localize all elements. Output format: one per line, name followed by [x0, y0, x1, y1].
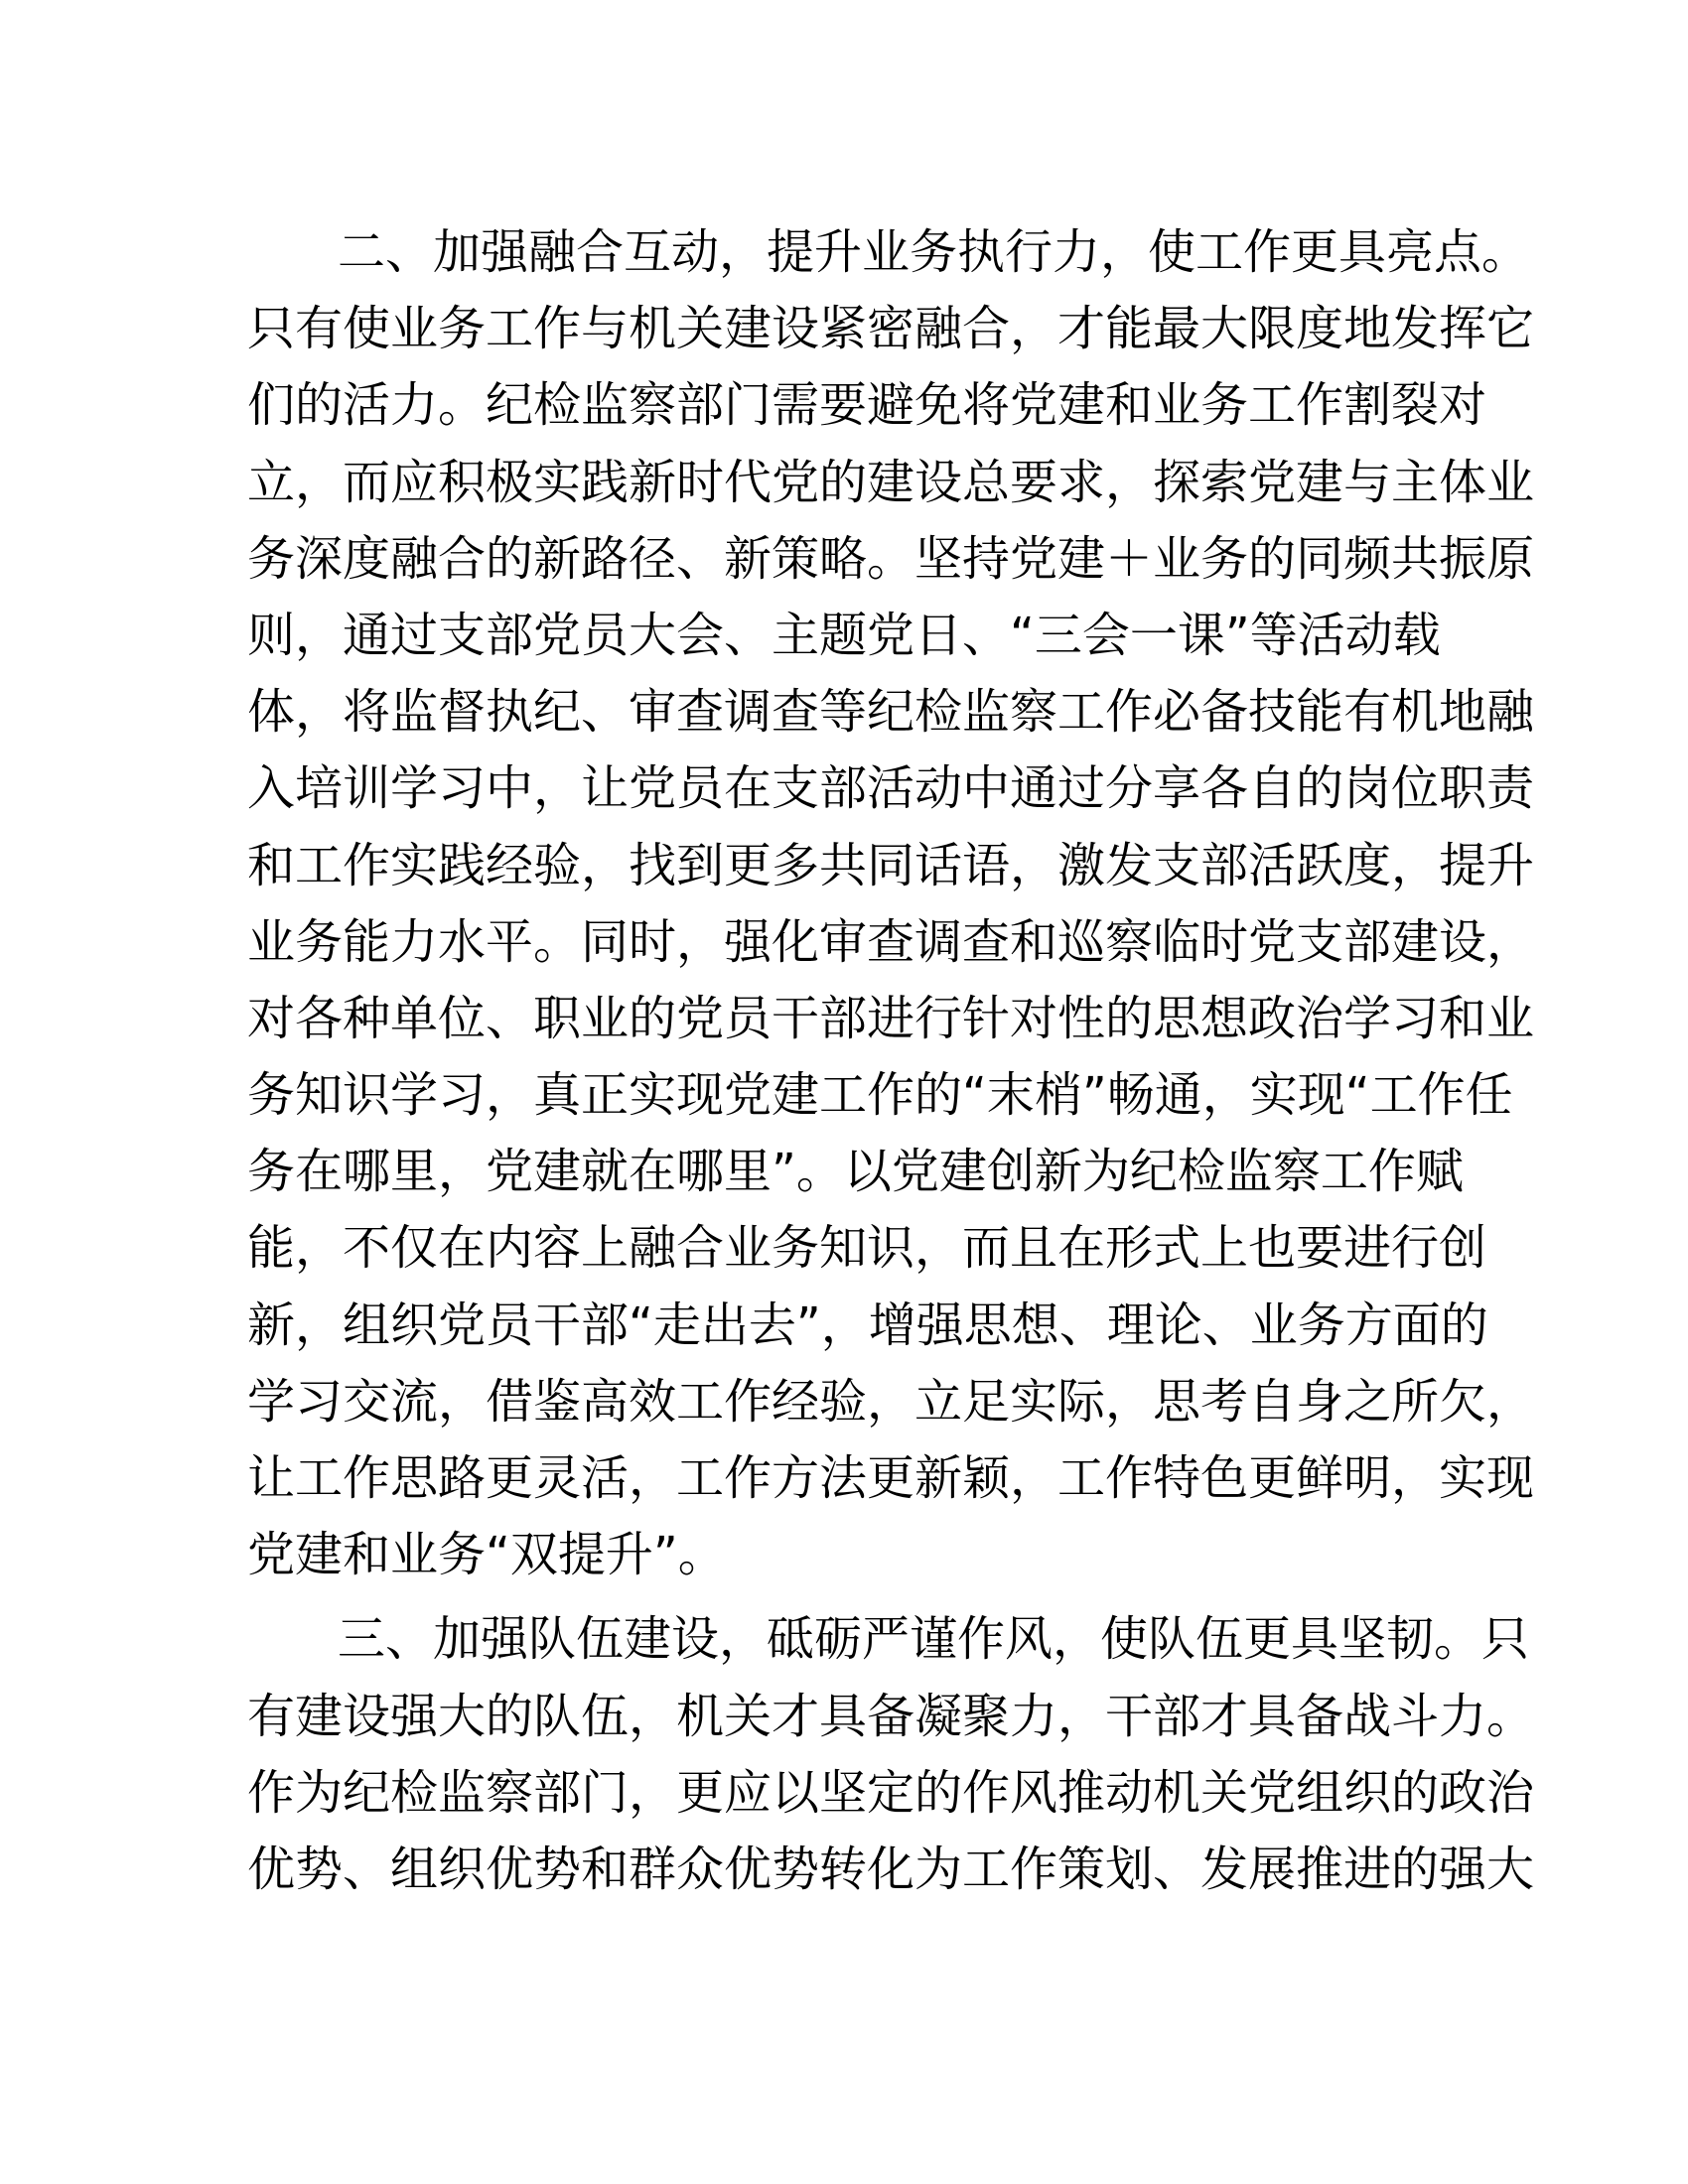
text-line: 优势、组织优势和群众优势转化为工作策划、发展推进的强大 — [247, 1841, 1535, 1897]
text-line: 二、加强融合互动，提升业务执行力，使工作更具亮点。 — [338, 224, 1530, 280]
text-line: 学习交流，借鉴高效工作经验，立足实际，思考自身之所欠， — [247, 1373, 1535, 1430]
text-line: 三、加强队伍建设，砥砺严谨作风，使队伍更具坚韧。只 — [338, 1611, 1530, 1668]
text-line: 作为纪检监察部门，更应以坚定的作风推动机关党组织的政治 — [247, 1764, 1535, 1821]
text-line: 务深度融合的新路径、新策略。坚持党建＋业务的同频共振原 — [247, 530, 1535, 587]
text-line: 有建设强大的队伍，机关才具备凝聚力，干部才具备战斗力。 — [247, 1688, 1535, 1744]
text-line: 务知识学习，真正实现党建工作的“末梢”畅通，实现“工作任 — [247, 1067, 1513, 1124]
text-line: 业务能力水平。同时，强化审查调查和巡察临时党支部建设， — [247, 913, 1535, 970]
text-line: 则，通过支部党员大会、主题党日、“三会一课”等活动载 — [247, 607, 1441, 663]
text-line: 们的活力。纪检监察部门需要避免将党建和业务工作割裂对 — [247, 377, 1487, 434]
paragraph-3 — [247, 1601, 1535, 1908]
text-line: 能，不仅在内容上融合业务知识，而且在形式上也要进行创 — [247, 1220, 1487, 1277]
text-line: 入培训学习中，让党员在支部活动中通过分享各自的岗位职责 — [247, 760, 1535, 817]
paragraph-spacing — [247, 1593, 1439, 1601]
text-line: 和工作实践经验，找到更多共同话语，激发支部活跃度，提升 — [247, 837, 1535, 893]
text-line: 党建和业务“双提升”。 — [247, 1527, 726, 1583]
text-line: 务在哪里，党建就在哪里”。以党建创新为纪检监察工作赋 — [247, 1144, 1464, 1200]
text-line: 立，而应积极实践新时代党的建设总要求，探索党建与主体业 — [247, 454, 1535, 510]
text-line: 只有使业务工作与机关建设紧密融合，才能最大限度地发挥它 — [247, 301, 1535, 357]
text-line: 对各种单位、职业的党员干部进行针对性的思想政治学习和业 — [247, 990, 1535, 1046]
paragraph-2 — [247, 214, 1535, 1593]
body-text — [247, 214, 1535, 1908]
text-line: 体，将监督执纪、审查调查等纪检监察工作必备技能有机地融 — [247, 684, 1535, 741]
text-line: 新，组织党员干部“走出去”，增强思想、理论、业务方面的 — [247, 1297, 1488, 1353]
text-line: 让工作思路更灵活，工作方法更新颖，工作特色更鲜明，实现 — [247, 1450, 1535, 1506]
